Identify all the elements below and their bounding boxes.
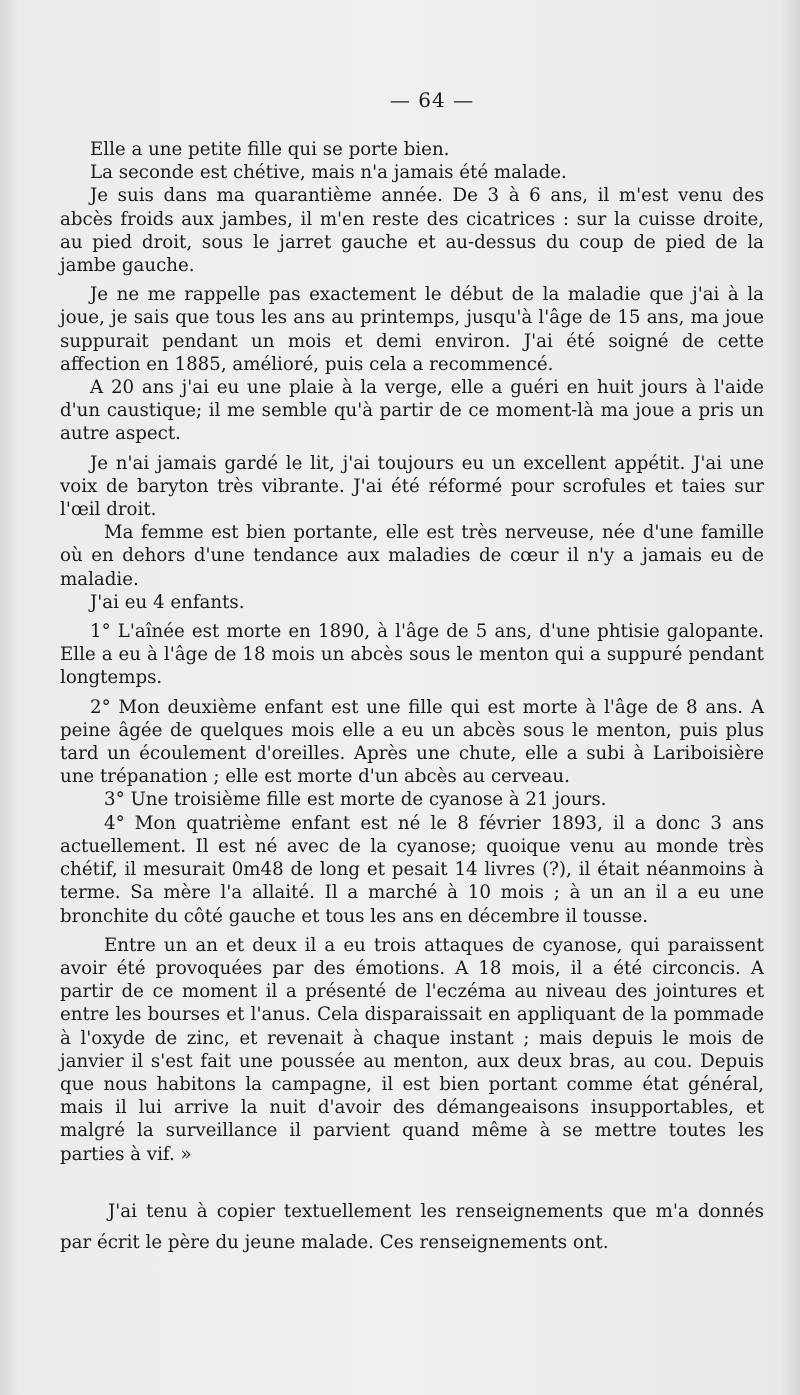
paragraph: La seconde est chétive, mais n'a jamais été malade. — [90, 162, 567, 184]
paragraph: Entre un an et deux il a eu trois attaques de cyanose, qui paraissent avoir été provoquées par des émotions. A 18 mois, il a été circoncis. A partir de ce moment il a présenté de l'eczéma au niveau des jointures et entre les bourses et l'anus. Cela disparaissait en appliquant de la pommade à l'oxyde de zinc, et revenait à chaque instant ; mais depuis le mois de janvier il s'est fait une poussée au menton, aux deux bras, au cou. Depuis que nous habitons la campagne, il est bien portant comme état général, mais il lui arrive la nuit d'avoir des démangeaisons insupportables, et malgré la surveillance il parvient quand même à se mettre toutes les parties à vif. » — [60, 934, 764, 1165]
paragraph: Ma femme est bien portante, elle est très nerveuse, née d'une famille où en dehors d'une tendance aux maladies de cœur il n'y a jamais eu de maladie. — [60, 522, 764, 590]
paragraph: Je ne me rappelle pas exactement le début de la maladie que j'ai à la joue, je sais que tous les ans au printemps, jusqu'à l'âge de 15 ans, ma joue suppurait pendant un mois et demi environ. J'ai été soigné de cette affection en 1885, amélioré, puis cela a recommencé. — [60, 284, 764, 375]
paragraph: 2° Mon deuxième enfant est une fille qui est morte à l'âge de 8 ans. A peine âgée de quelques mois elle a eu un abcès sous le menton, puis plus tard un écoulement d'oreilles. Après une chute, elle a subi à Lariboisière une trépanation ; elle est morte d'un abcès au cerveau. — [60, 696, 764, 788]
paragraph: Elle a une petite fille qui se porte bien. — [90, 139, 450, 160]
paragraph: 3° Une troisième fille est morte de cyanose à 21 jours. — [104, 789, 607, 811]
paragraph: J'ai tenu à copier textuellement les renseignements que m'a donnés par écrit le père du jeune malade. Ces renseignements ont. — [60, 1200, 764, 1253]
page-number: — 64 — — [389, 88, 475, 112]
paragraph: J'ai eu 4 enfants. — [90, 591, 245, 613]
paragraph: 1° L'aînée est morte en 1890, à l'âge de 5 ans, d'une phtisie galopante. Elle a eu à l'âge de 18 mois un abcès sous le menton qui a suppuré pendant longtemps. — [60, 621, 764, 689]
paragraph: 4° Mon quatrième enfant est né le 8 février 1893, il a donc 3 ans actuellement. Il est né avec de la cyanose; quoique venu au monde très chétif, il mesurait 0m48 de long et pesait 14 livres (?), il était néanmoins à terme. Sa mère l'a allaité. Il a marché à 10 mois ; à un an il a eu une bronchite du côté gauche et tous les ans en décembre il tousse. — [60, 812, 764, 927]
paragraph: A 20 ans j'ai eu une plaie à la verge, elle a guéri en huit jours à l'aide d'un caustique; il me semble qu'à partir de ce moment-là ma joue a pris un autre aspect. — [60, 377, 764, 445]
page-text — [60, 138, 764, 1258]
paragraph: Je suis dans ma quarantième année. De 3 à 6 ans, il m'est venu des abcès froids aux jambes, il m'en reste des cicatrices : sur la cuisse droite, au pied droit, sous le jarret gauche et au-dessus du coup de pied de la jambe gauche. — [60, 185, 764, 277]
paragraph: Je n'ai jamais gardé le lit, j'ai toujours eu un excellent appétit. J'ai une voix de baryton très vibrante. J'ai été réformé pour scrofules et taies sur l'œil droit. — [60, 452, 764, 521]
